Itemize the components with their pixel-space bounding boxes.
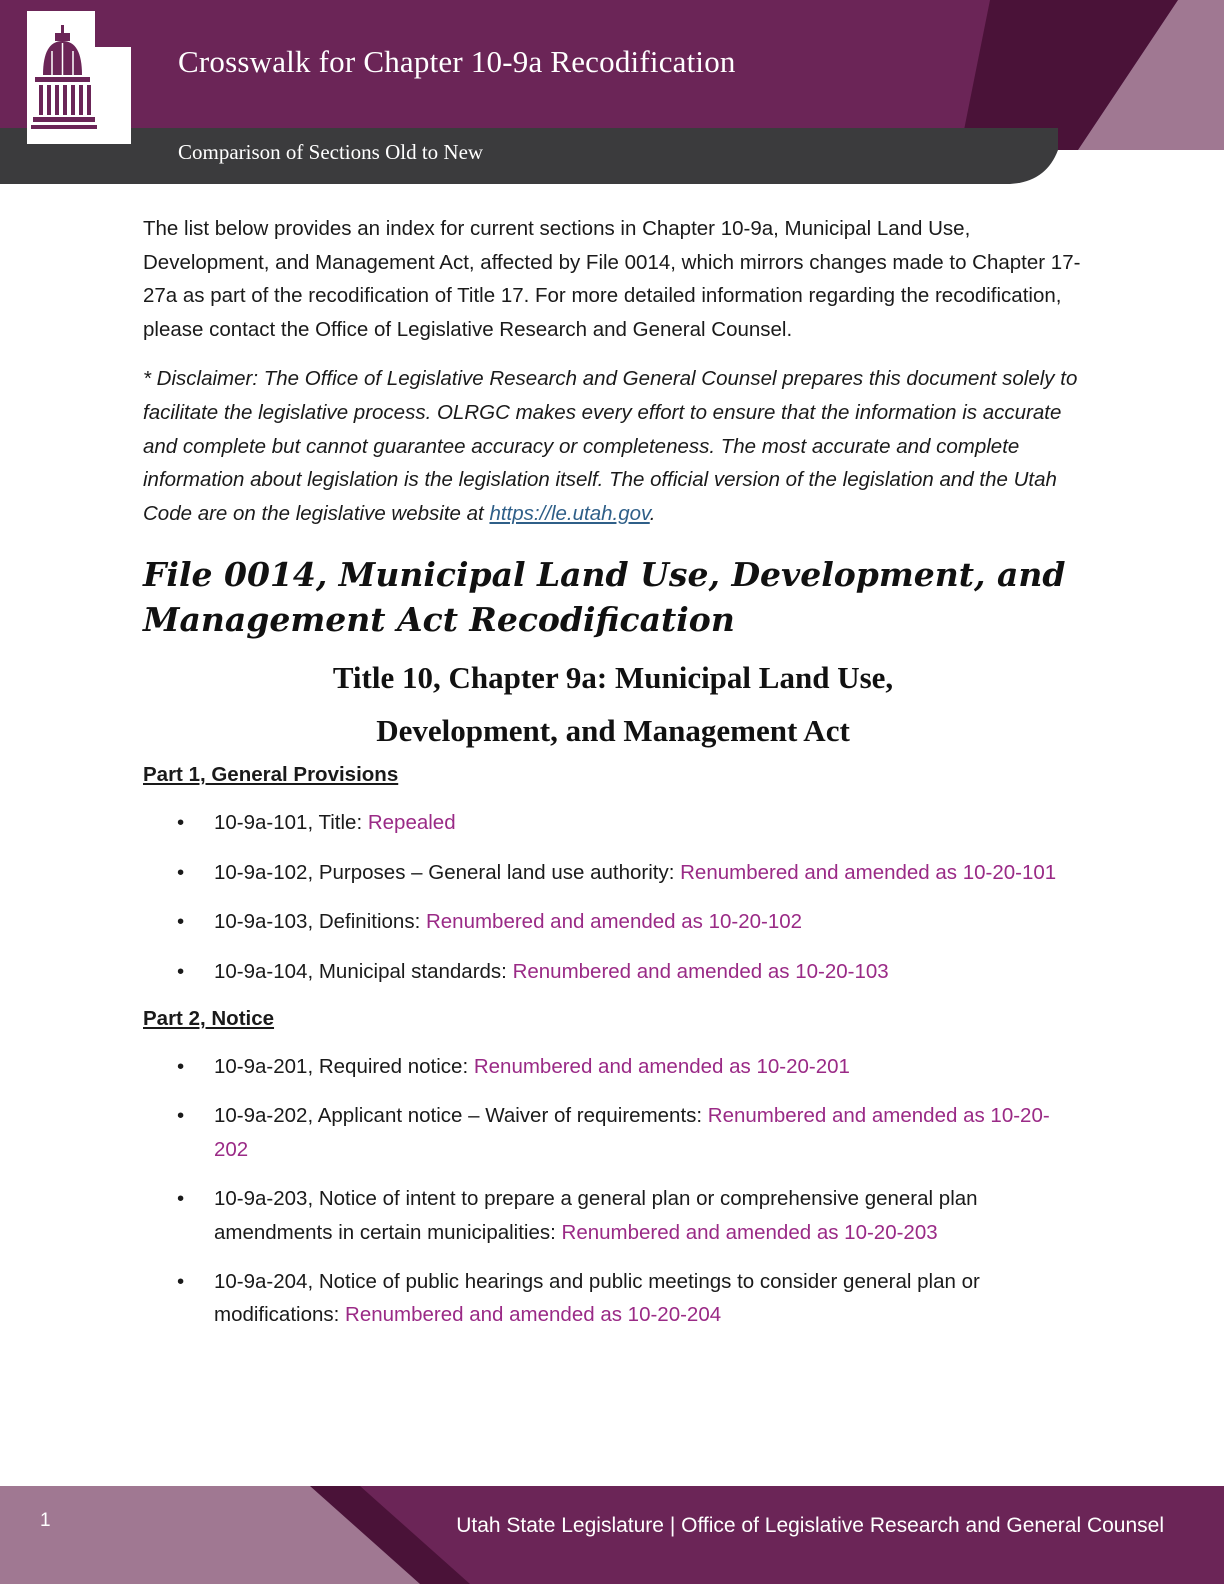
section-label: 10-9a-102, Purposes – General land use authority: bbox=[214, 860, 681, 884]
part-heading: Part 1, General Provisions bbox=[143, 763, 399, 787]
section-list bbox=[143, 806, 1083, 988]
list-item bbox=[143, 806, 1083, 839]
section-label: 10-9a-203, Notice of intent to prepare a general plan or comprehensive general plan amendments in certain municipalities: bbox=[214, 1187, 978, 1244]
section-label: 10-9a-202, Applicant notice – Waiver of requirements: bbox=[214, 1104, 708, 1128]
title-heading-line-1: Title 10, Chapter 9a: Municipal Land Use, bbox=[332, 660, 894, 696]
intro-paragraph: The list below provides an index for current sections in Chapter 10-9a, Municipal Land Use, Development, and Management Act, affected by File 0014, which mirrors changes made to Chapter 17-27a as part of the recodification of Title 17. For more detailed information regarding the recodification, please contact the Office of Legislative Research and General Counsel. bbox=[143, 217, 1081, 341]
section-status: Repealed bbox=[367, 811, 456, 835]
bullet-icon: • bbox=[177, 811, 185, 835]
title-heading-line-2: Development, and Management Act bbox=[376, 713, 850, 749]
section-status: Renumbered and amended as 10-20-101 bbox=[680, 860, 1057, 884]
section-status: Renumbered and amended as 10-20-102 bbox=[425, 910, 803, 934]
document-body bbox=[143, 212, 1083, 1332]
part-heading: Part 2, Notice bbox=[143, 1006, 275, 1030]
disclaimer-end: . bbox=[649, 501, 656, 525]
bullet-icon: • bbox=[177, 1054, 185, 1078]
section-status: Renumbered and amended as 10-20-204 bbox=[345, 1303, 722, 1327]
section-status: Renumbered and amended as 10-20-203 bbox=[561, 1220, 938, 1244]
bullet-icon: • bbox=[177, 1187, 185, 1211]
section-status: Renumbered and amended as 10-20-202 bbox=[214, 1104, 1050, 1161]
page-header bbox=[0, 0, 1224, 186]
list-item bbox=[143, 856, 1083, 889]
bullet-icon: • bbox=[177, 959, 185, 983]
legislature-website-link[interactable]: https://le.utah.gov bbox=[489, 501, 650, 525]
file-heading: File 0014, Municipal Land Use, Development, and Management Act Recodification bbox=[143, 555, 1066, 640]
bullet-icon: • bbox=[177, 1104, 185, 1128]
part-2 bbox=[143, 1004, 1083, 1332]
part-1 bbox=[143, 760, 1083, 988]
section-label: 10-9a-104, Municipal standards: bbox=[214, 959, 513, 983]
disclaimer-text: * Disclaimer: The Office of Legislative Research and General Counsel prepares this document solely to facilitate the legislative process. OLRGC makes every effort to ensure that the information is accurate and complete but cannot guarantee accuracy or completeness. The most accurate and complete information about legislation is the legislation itself. The official version of the legislation and the Utah Code are on the legislative website at bbox=[143, 367, 1078, 525]
page-subtitle: Comparison of Sections Old to New bbox=[178, 140, 484, 164]
list-item bbox=[143, 955, 1083, 988]
section-status: Renumbered and amended as 10-20-201 bbox=[473, 1054, 850, 1078]
bullet-icon: • bbox=[177, 860, 185, 884]
section-label: 10-9a-201, Required notice: bbox=[214, 1054, 474, 1078]
section-list bbox=[143, 1050, 1083, 1332]
section-label: 10-9a-204, Notice of public hearings and public meetings to consider general plan or modifications: bbox=[214, 1270, 980, 1327]
section-status: Renumbered and amended as 10-20-103 bbox=[512, 959, 889, 983]
disclaimer-paragraph bbox=[143, 362, 1083, 530]
list-item bbox=[143, 1182, 1083, 1249]
list-item bbox=[143, 1050, 1083, 1083]
page-number: 1 bbox=[40, 1510, 51, 1531]
page-title: Crosswalk for Chapter 10-9a Recodification bbox=[178, 44, 736, 79]
capitol-logo bbox=[27, 11, 131, 144]
section-label: 10-9a-101, Title: bbox=[214, 811, 368, 835]
footer-text: Utah State Legislature | Office of Legislative Research and General Counsel bbox=[456, 1514, 1164, 1537]
bullet-icon: • bbox=[177, 1270, 185, 1293]
title-heading bbox=[143, 651, 1083, 757]
list-item bbox=[143, 1265, 1083, 1332]
list-item bbox=[143, 1099, 1083, 1166]
bullet-icon: • bbox=[177, 910, 185, 934]
section-label: 10-9a-103, Definitions: bbox=[214, 910, 426, 934]
capitol-dome-icon bbox=[27, 11, 131, 144]
list-item bbox=[143, 905, 1083, 938]
